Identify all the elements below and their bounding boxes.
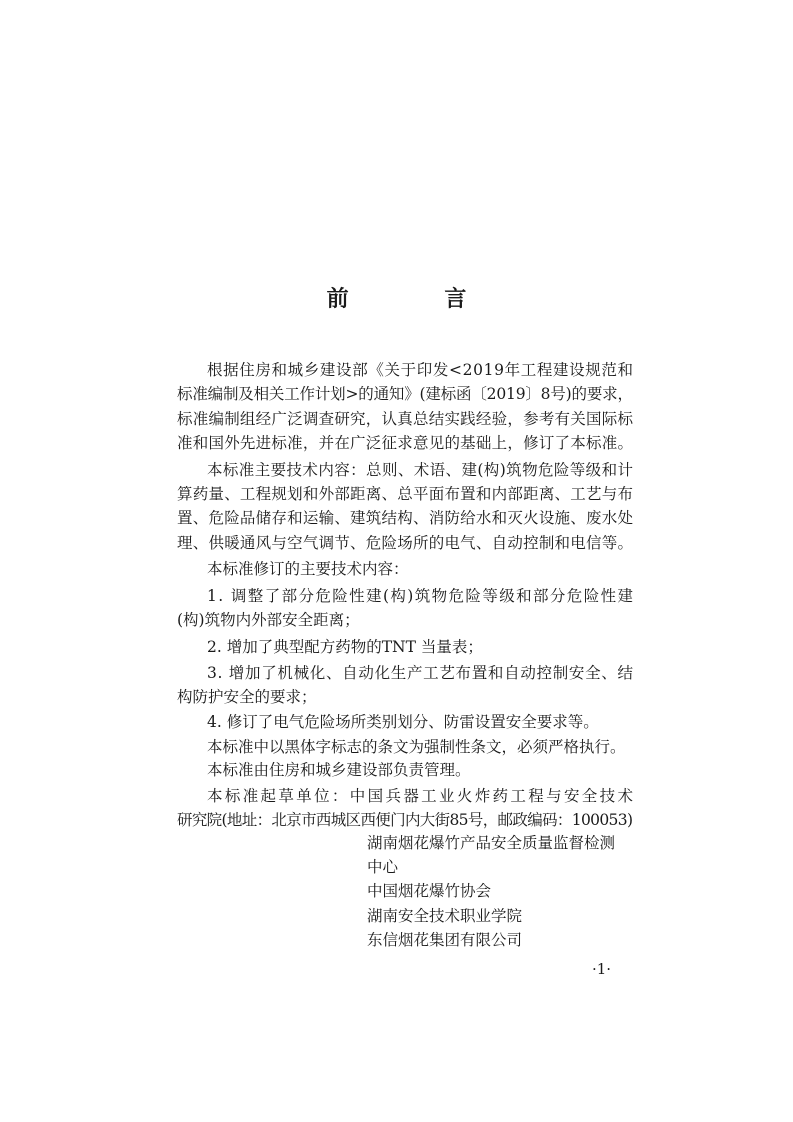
body-line: 理、供暖通风与空气调节、危险场所的电气、自动控制和电信等。 — [177, 534, 634, 552]
list-item: 2. 增加了典型配方药物的TNT 当量表； — [207, 638, 483, 656]
list-item: 构防护安全的要求； — [177, 688, 317, 706]
list-item: (构)筑物内外部安全距离； — [177, 611, 360, 629]
org-item: 中国烟花爆竹协会 — [367, 882, 492, 900]
body-line: 本标准主要技术内容：总则、术语、建(构)筑物危险等级和计 — [207, 461, 634, 479]
list-item: 4. 修订了电气危险场所类别划分、防雷设置安全要求等。 — [207, 713, 599, 731]
body-line: 置、危险品储存和运输、建筑结构、消防给水和灭火设施、废水处 — [177, 509, 634, 527]
body-line: 本标准中以黑体字标志的条文为强制性条文，必须严格执行。 — [207, 738, 626, 756]
org-item: 湖南烟花爆竹产品安全质量监督检测 — [367, 834, 616, 852]
org-item: 东信烟花集团有限公司 — [367, 931, 523, 949]
list-item: 1. 调整了部分危险性建(构)筑物危险等级和部分危险性建 — [207, 587, 635, 605]
org-item: 中心 — [367, 858, 399, 876]
page-title: 前 言 — [326, 287, 511, 312]
body-line: 根据住房和城乡建设部《关于印发<2019年工程建设规范和 — [207, 361, 634, 379]
body-line: 本标准由住房和城乡建设部负责管理。 — [207, 761, 471, 779]
body-line: 本标准起草单位：中国兵器工业火炸药工程与安全技术 — [207, 787, 636, 805]
page-number: ·1· — [592, 960, 612, 978]
body-line: 标准编制组经广泛调查研究，认真总结实践经验，参考有关国际标 — [177, 410, 634, 428]
org-item: 湖南安全技术职业学院 — [367, 907, 523, 925]
body-line: 本标准修订的主要技术内容： — [207, 560, 409, 578]
body-line: 准和国外先进标准，并在广泛征求意见的基础上，修订了本标准。 — [177, 434, 634, 452]
body-line: 研究院(地址：北京市西城区西便门内大街85号，邮政编码：100053) — [177, 811, 633, 829]
list-item: 3. 增加了机械化、自动化生产工艺布置和自动控制安全、结 — [207, 664, 634, 682]
body-line: 算药量、工程规划和外部距离、总平面布置和内部距离、工艺与布 — [177, 485, 634, 503]
body-line: 标准编制及相关工作计划>的通知》(建标函〔2019〕8号)的要求， — [177, 385, 633, 403]
